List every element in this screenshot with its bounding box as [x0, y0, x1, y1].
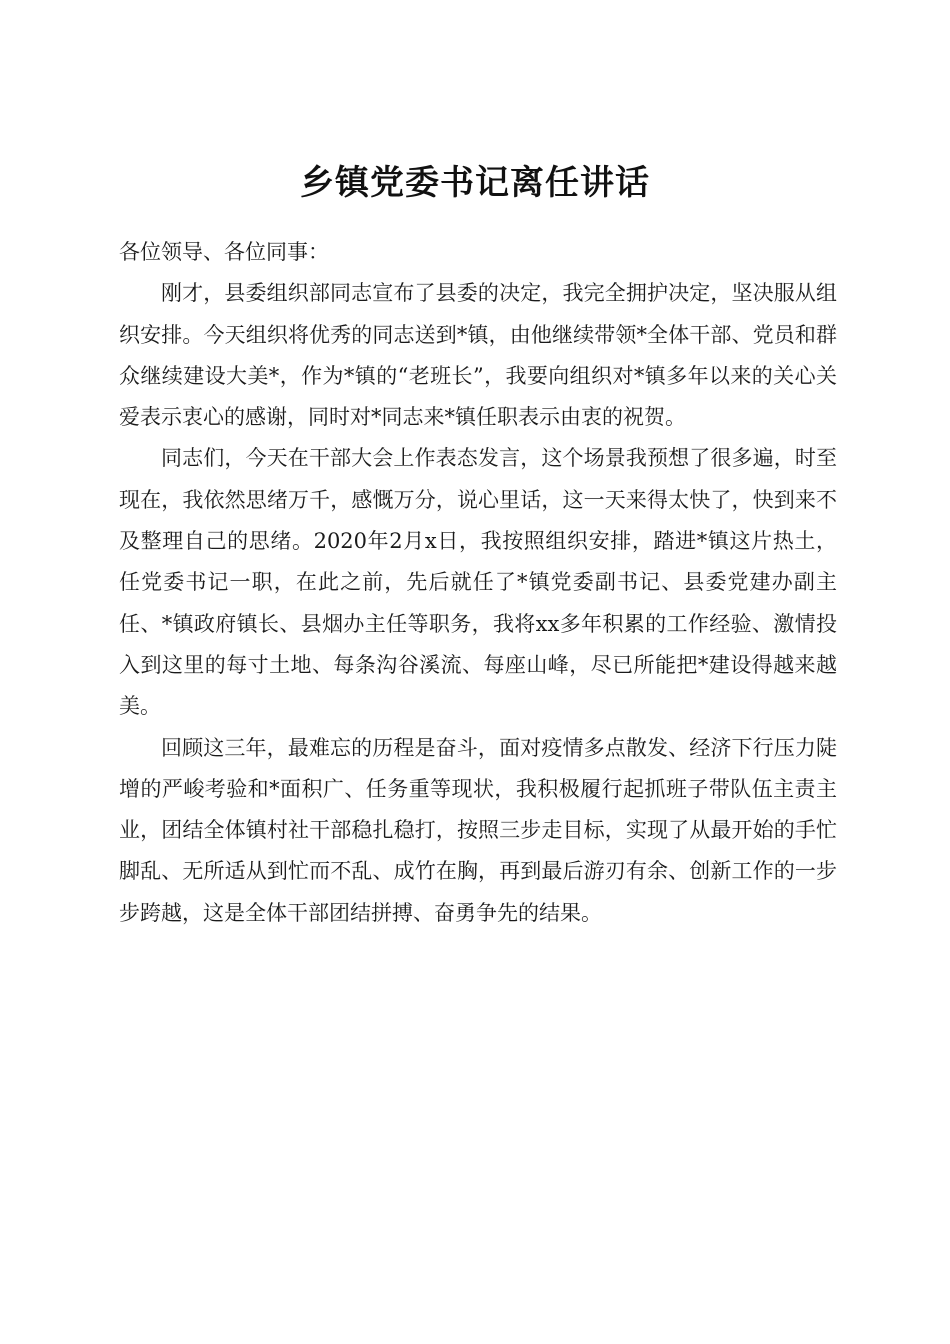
paragraph-3: 回顾这三年，最难忘的历程是奋斗，面对疫情多点散发、经济下行压力陡增的严峻考验和*面积广、任务重等现状，我积极履行起抓班子带队伍主责主业，团结全体镇村社干部稳扎稳打，按照三步走目标，实现了从最开始的手忙脚乱、无所适从到忙而不乱、成竹在胸，再到最后游刃有余、创新工作的一步步跨越，这是全体干部团结拼搏、奋勇争先的结果。 — [119, 735, 837, 925]
document-body — [119, 232, 837, 934]
paragraph-1: 刚才，县委组织部同志宣布了县委的决定，我完全拥护决定，坚决服从组织安排。今天组织将优秀的同志送到*镇，由他继续带领*全体干部、党员和群众继续建设大美*，作为*镇的“老班长”，我要向组织对*镇多年以来的关心关爱表示衷心的感谢，同时对*同志来*镇任职表示由衷的祝贺。 — [119, 281, 837, 430]
document-title: 乡镇党委书记离任讲话 — [300, 162, 650, 203]
salutation: 各位领导、各位同事： — [119, 240, 329, 264]
paragraph-2: 同志们，今天在干部大会上作表态发言，这个场景我预想了很多遍，时至现在，我依然思绪万千，感慨万分，说心里话，这一天来得太快了，快到来不及整理自己的思绪。2020年2月x日，我按照组织安排，踏进*镇这片热土，任党委书记一职，在此之前，先后就任了*镇党委副书记、县委党建办副主任、*镇政府镇长、县烟办主任等职务，我将xx多年积累的工作经验、激情投入到这里的每寸土地、每条沟谷溪流、每座山峰，尽已所能把*建设得越来越美。 — [119, 446, 837, 719]
